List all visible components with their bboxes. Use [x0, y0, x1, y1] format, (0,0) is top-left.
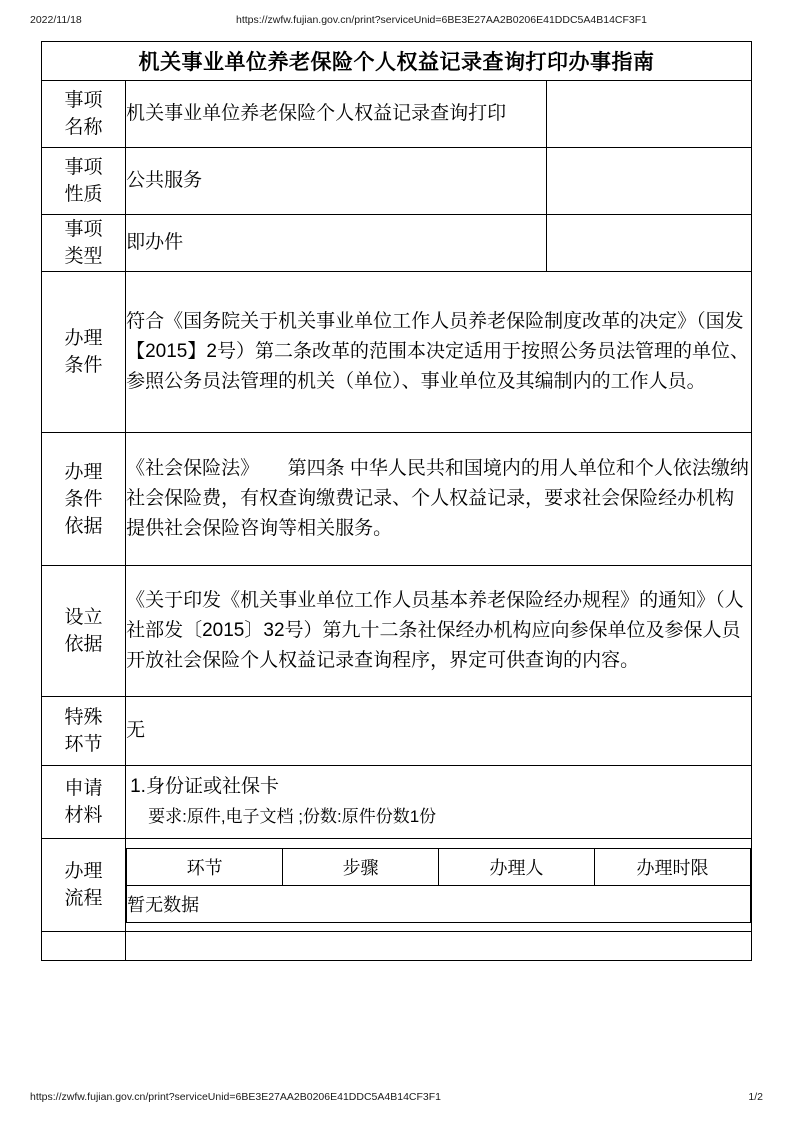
table-row-partial	[42, 932, 752, 961]
process-flow-table	[126, 848, 751, 923]
label-line: 特殊	[64, 707, 103, 728]
row-value-establishment-basis: 《关于印发《机关事业单位工作人员基本养老保险经办规程》的通知》（人社部发〔2015〕32号）第九十二条社保经办机构应向参保单位及参保人员开放社会保险个人权益记录查询程序，界定可供查询的内容。	[126, 566, 752, 697]
print-page-number: 1/2	[748, 1091, 763, 1103]
label-line: 设立	[64, 607, 103, 628]
process-col-step: 环节	[127, 848, 283, 885]
process-col-procedure: 步骤	[283, 848, 439, 885]
table-row	[42, 433, 752, 566]
table-row-title	[42, 42, 752, 81]
row-label-type	[42, 215, 126, 272]
page-title: 机关事业单位养老保险个人权益记录查询打印办事指南	[42, 42, 752, 81]
label-line: 条件	[64, 355, 103, 376]
label-line: 流程	[64, 888, 103, 909]
process-col-handler: 办理人	[439, 848, 595, 885]
row-label-nature	[42, 148, 126, 215]
label-line: 申请	[64, 778, 103, 799]
print-date: 2022/11/18	[30, 14, 82, 26]
row-value-type: 即办件	[126, 215, 547, 272]
guide-table	[41, 41, 752, 961]
label-line: 事项	[64, 157, 103, 178]
label-line: 办理	[64, 861, 103, 882]
process-empty-text: 暂无数据	[127, 885, 751, 922]
print-header	[0, 14, 793, 28]
print-footer	[0, 1091, 793, 1105]
print-header-url: https://zwfw.fujian.gov.cn/print?serviceUnid=6BE3E27AA2B0206E41DDC5A4B14CF3F1	[236, 14, 647, 26]
row-blank-cell	[546, 215, 751, 272]
row-label-conditions-basis	[42, 433, 126, 566]
label-line: 条件	[64, 488, 103, 510]
table-row	[42, 215, 752, 272]
process-header-row	[127, 848, 751, 885]
label-line: 事项	[64, 219, 103, 240]
table-row-materials	[42, 766, 752, 839]
label-line: 环节	[64, 734, 103, 755]
row-label-special-steps	[42, 697, 126, 766]
row-value-name: 机关事业单位养老保险个人权益记录查询打印	[126, 81, 547, 148]
row-label-partial	[42, 932, 126, 961]
label-line: 办理	[64, 461, 103, 483]
label-line: 事项	[64, 90, 103, 111]
row-value-nature: 公共服务	[126, 148, 547, 215]
label-line: 材料	[64, 805, 103, 826]
process-empty-row	[127, 885, 751, 922]
label-line: 性质	[64, 184, 103, 205]
process-col-timelimit: 办理时限	[595, 848, 751, 885]
table-row	[42, 272, 752, 433]
material-item-name: 1.身份证或社保卡	[130, 776, 279, 797]
table-row	[42, 566, 752, 697]
process-flow-container	[126, 839, 752, 932]
label-line: 名称	[64, 117, 103, 138]
table-row	[42, 81, 752, 148]
row-value-conditions: 符合《国务院关于机关事业单位工作人员养老保险制度改革的决定》（国发【2015】2号）第二条改革的范围本决定适用于按照公务员法管理的单位、参照公务员法管理的机关（单位）、事业单位及其编制内的工作人员。	[126, 272, 752, 433]
row-label-name	[42, 81, 126, 148]
label-line: 依据	[64, 634, 103, 655]
row-label-conditions	[42, 272, 126, 433]
row-label-process	[42, 839, 126, 932]
table-row	[42, 697, 752, 766]
row-blank-cell	[546, 81, 751, 148]
material-item-requirement: 要求:原件,电子文档 ;份数:原件份数1份	[148, 807, 437, 826]
print-footer-url: https://zwfw.fujian.gov.cn/print?serviceUnid=6BE3E27AA2B0206E41DDC5A4B14CF3F1	[30, 1091, 441, 1103]
row-value-partial	[126, 932, 752, 961]
row-label-establishment-basis	[42, 566, 126, 697]
row-value-conditions-basis: 《社会保险法》 第四条 中华人民共和国境内的用人单位和个人依法缴纳社会保险费，有权查询缴费记录、个人权益记录，要求社会保险经办机构提供社会保险咨询等相关服务。	[126, 433, 752, 566]
row-blank-cell	[546, 148, 751, 215]
table-row-process	[42, 839, 752, 932]
row-value-special-steps: 无	[126, 697, 752, 766]
row-label-materials	[42, 766, 126, 839]
label-line: 类型	[64, 246, 103, 267]
row-value-materials	[126, 766, 752, 839]
label-line: 依据	[64, 515, 103, 537]
label-line: 办理	[64, 328, 103, 349]
table-row	[42, 148, 752, 215]
